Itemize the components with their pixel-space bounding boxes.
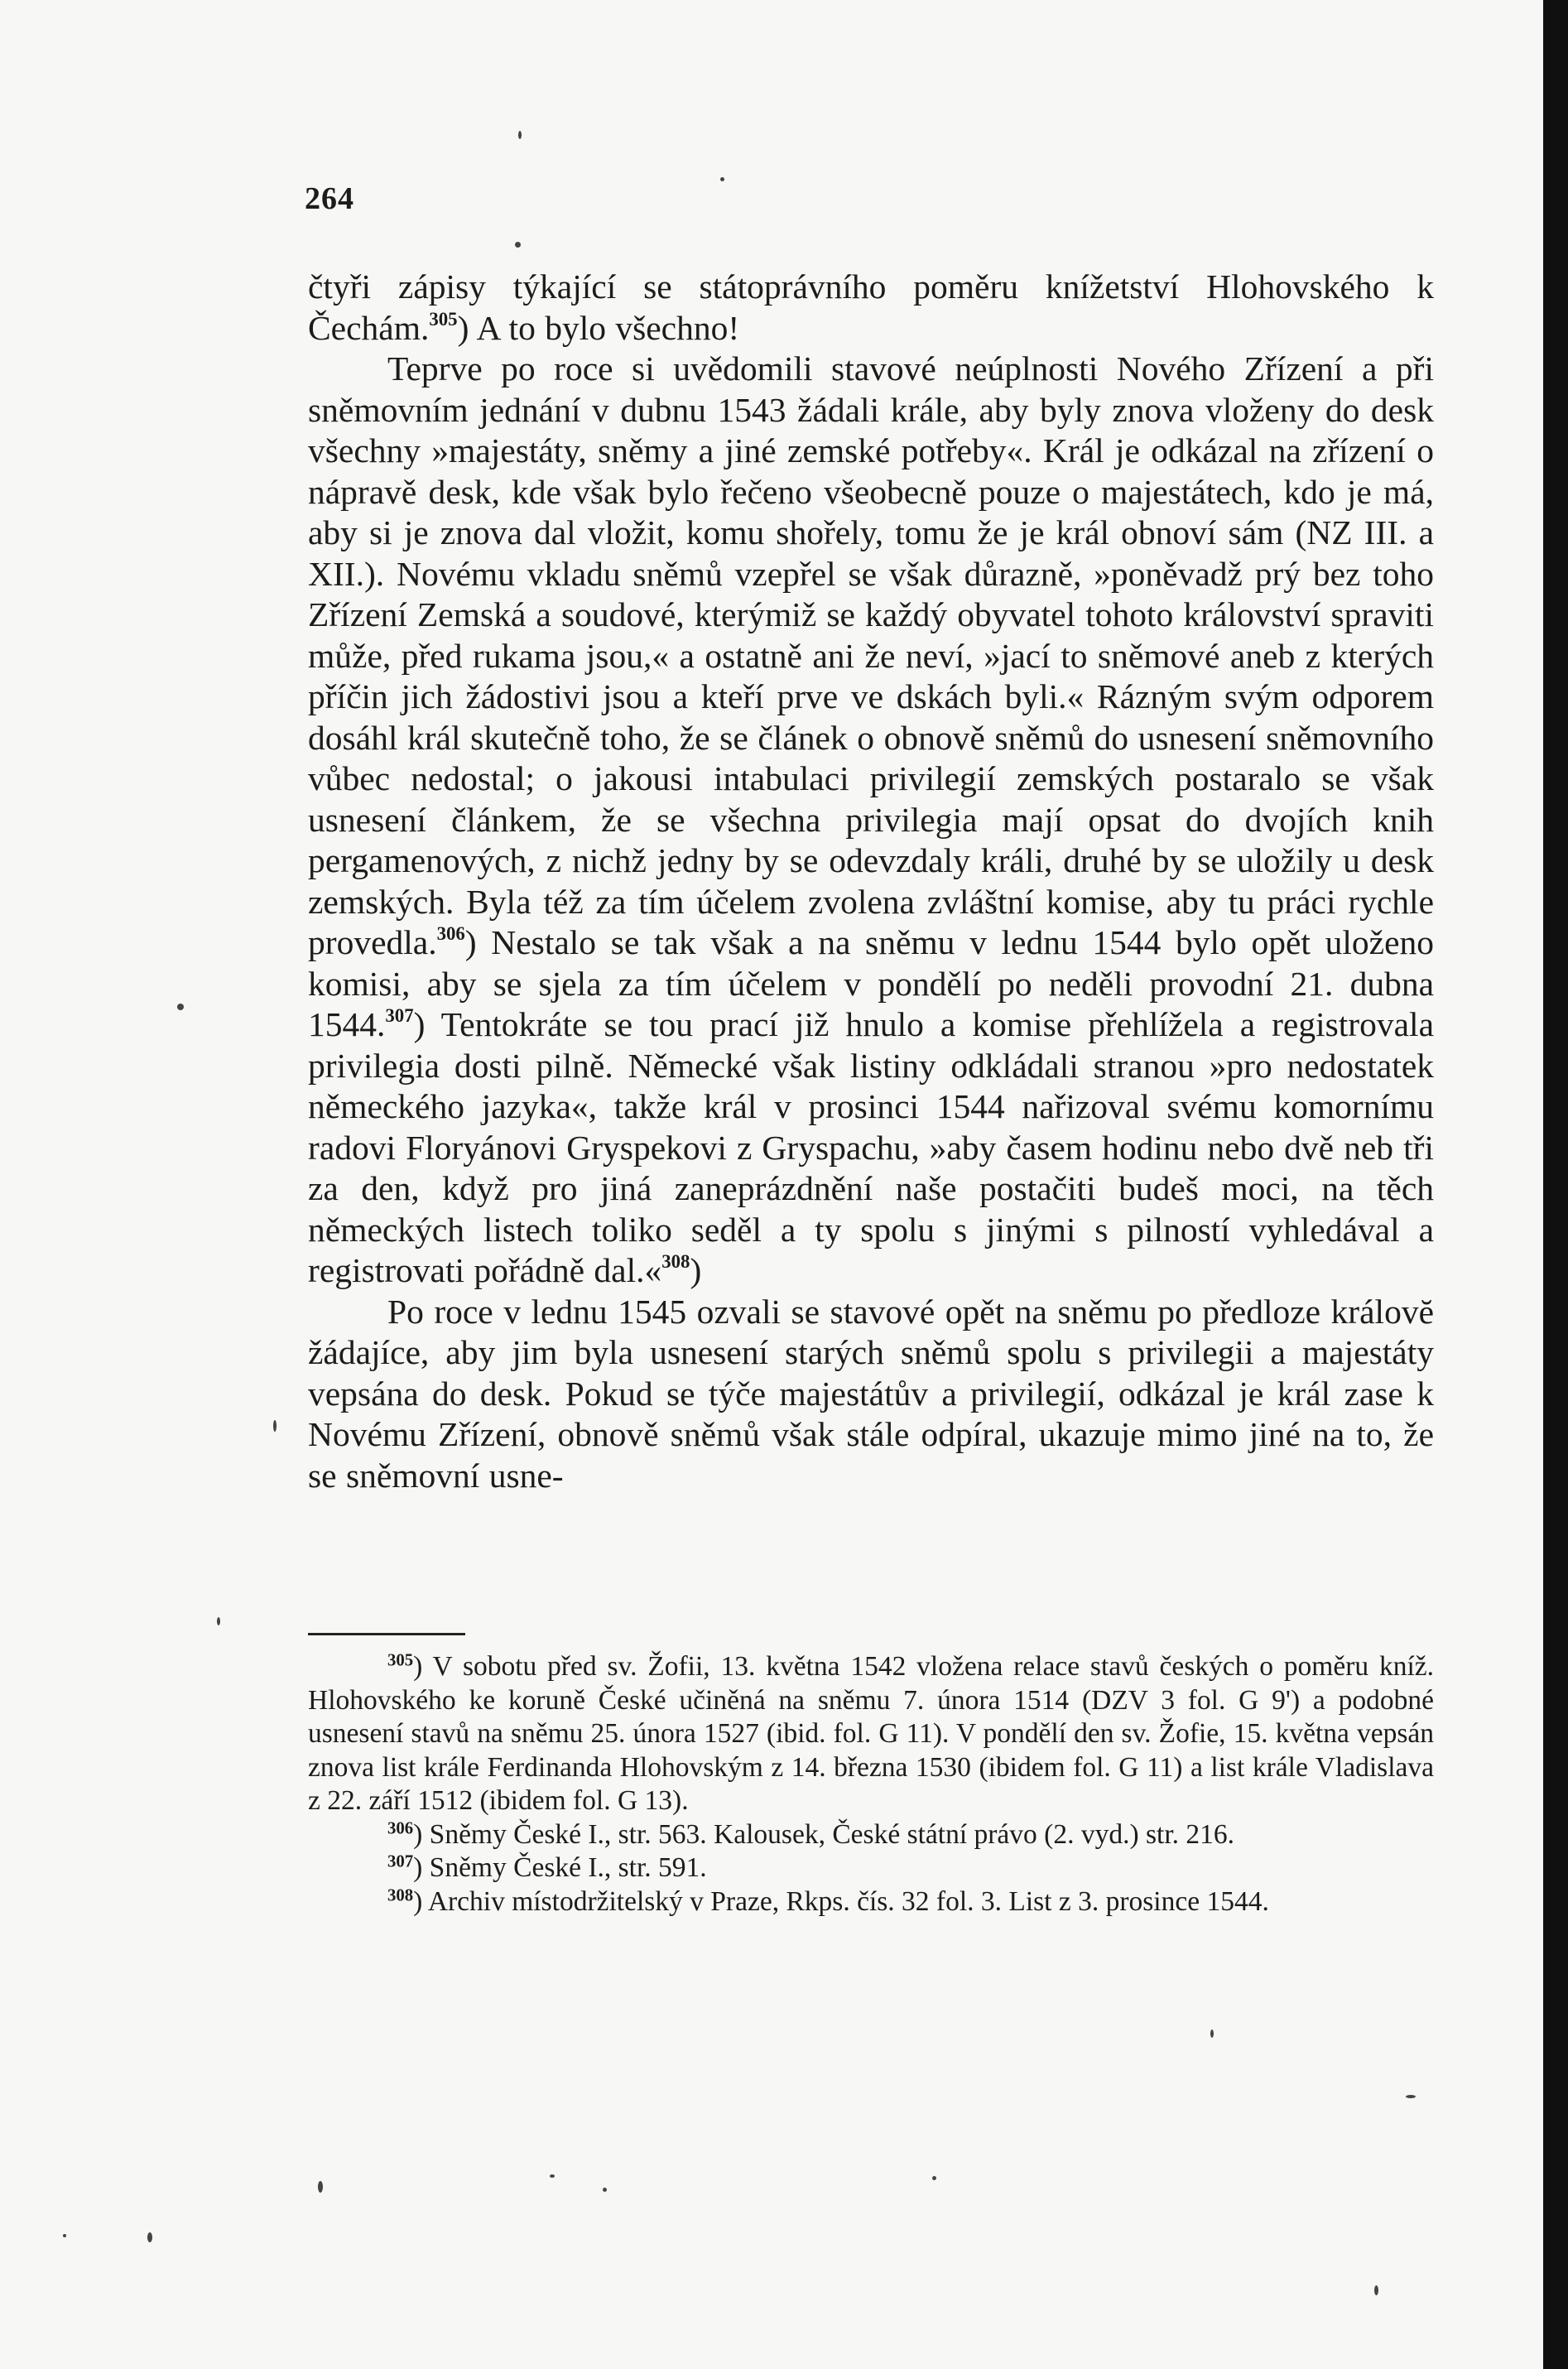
footnote-ref-305[interactable]: 305	[429, 308, 458, 330]
footnote-306	[308, 1818, 1434, 1852]
paragraph-1-tail: ) A to bylo všechno!	[457, 308, 740, 347]
footnote-308	[308, 1885, 1434, 1919]
footnote-text: ) Archiv místodržitelský v Praze, Rkps. čís. 32 fol. 3. List z 3. prosince 1544.	[413, 1885, 1269, 1917]
footnote-text: ) Sněmy České I., str. 563. Kalousek, České státní právo (2. vyd.) str. 216.	[413, 1818, 1235, 1850]
scan-speck	[217, 1617, 220, 1625]
paragraph-2-text-c: ) Tentokráte se tou prací již hnulo a komise přehlížela a registrovala privilegia dosti pilně. Německé však listiny odkládali stranou »pro nedostatek německého jazyka«, takže král v prosinci 1544 nařizoval svému komornímu radovi Floryánovi Gryspekovi z Gryspachu, »aby časem hodinu nebo dvě neb tři za den, když pro jiná zaneprázdnění naše postačiti budeš moci, na těch německých listech toliko seděl a ty spolu s jinými s pilností vyhledával a registrovati pořádně dal.«	[308, 1005, 1434, 1289]
footnote-number: 306	[387, 1818, 414, 1838]
paragraph-1-text: čtyři zápisy týkající se státoprávního poměru knížetství Hlohovského k Čechám.	[308, 267, 1434, 347]
footnote-ref-308[interactable]: 308	[661, 1250, 690, 1272]
page-number: 264	[305, 181, 354, 216]
scan-speck	[720, 177, 724, 181]
scan-speck	[1406, 2095, 1416, 2098]
scan-speck	[63, 2234, 66, 2237]
scan-speck	[1374, 2285, 1378, 2295]
paragraph-2-text-d: )	[690, 1251, 702, 1289]
footnote-separator	[308, 1633, 465, 1635]
footnotes	[308, 1650, 1434, 1919]
footnote-305	[308, 1650, 1434, 1818]
footnote-307	[308, 1851, 1434, 1885]
footnote-ref-306[interactable]: 306	[436, 922, 465, 944]
scan-speck	[932, 2176, 936, 2180]
scan-speck	[318, 2181, 323, 2193]
scan-speck	[273, 1420, 277, 1432]
scan-speck	[147, 2232, 152, 2242]
footnote-number: 307	[387, 1851, 414, 1871]
footnote-number: 305	[387, 1650, 414, 1670]
paragraph-1	[308, 267, 1434, 349]
scan-speck	[550, 2174, 555, 2178]
footnote-text: ) Sněmy České I., str. 591.	[413, 1852, 707, 1883]
scan-border	[1543, 0, 1568, 2369]
footnote-ref-307[interactable]: 307	[385, 1004, 414, 1026]
paragraph-2-text-b: ) Nestalo se tak však a na sněmu v lednu 1544 bylo opět uloženo komisi, aby se sjela za tím účelem v pondělí po neděli provodní 21. dubna 1544.	[308, 923, 1434, 1043]
paragraph-2-text-a: Teprve po roce si uvědomili stavové neúplnosti Nového Zřízení a při sněmovním jednání v dubnu 1543 žádali krále, aby byly znova vloženy do desk všechny »majestáty, sněmy a jiné zemské potřeby«. Král je odkázal na zřízení o nápravě desk, kde však bylo řečeno všeobecně pouze o majestátech, kdo je má, aby si je znova dal vložit, komu shořely, tomu že je král obnoví sám (NZ III. a XII.). Novému vkladu sněmů vzepřel se však důrazně, »poněvadž prý bez toho Zřízení Zemská a soudové, kterýmiž se každý obyvatel tohoto království spraviti může, před rukama jsou,« a ostatně ani že neví, »jací to sněmové aneb z kterých příčin jich žádostivi jsou a kteří prve ve dskách byli.« Rázným svým odporem dosáhl král skutečně toho, že se článek o obnově sněmů do usnesení sněmovního vůbec nedostal; o jakousi intabulaci privilegií zemských postaralo se však usnesení článkem, že se všechna privilegia mají opsat do dvojích knih pergamenových, z nichž jedny by se odevzdaly králi, druhé by se uložily u desk zemských. Byla též za tím účelem zvolena zvláštní komise, aby tu práci rychle provedla.	[308, 349, 1434, 961]
main-text	[308, 267, 1434, 1496]
footnote-number: 308	[387, 1885, 414, 1905]
scan-speck	[518, 131, 522, 139]
footnote-text: ) V sobotu před sv. Žofii, 13. května 1542 vložena relace stavů českých o poměru kníž. Hlohovského ke koruně České učiněná na sněmu 7. února 1514 (DZV 3 fol. G 9') a podobné usnesení stavů na sněmu 25. února 1527 (ibid. fol. G 11). V pondělí den sv. Žofie, 15. května vepsán znova list krále Ferdinanda Hlohovským z 14. března 1530 (ibidem fol. G 11) a list krále Vladislava z 22. září 1512 (ibidem fol. G 13).	[308, 1651, 1434, 1816]
scan-speck	[515, 242, 521, 248]
scan-speck	[177, 1004, 184, 1010]
paragraph-3: Po roce v lednu 1545 ozvali se stavové opět na sněmu po předloze královĕ žádajíce, aby jim byla usnesení starých sněmů spolu s privilegii a majestáty vepsána do desk. Pokud se týče majestátův a privilegií, odkázal je král zase k Novému Zřízení, obnově sněmů však stále odpíral, ukazuje mimo jiné na to, že se sněmovní usne-	[308, 1292, 1434, 1495]
scan-speck	[1210, 2030, 1214, 2038]
paragraph-2	[308, 349, 1434, 1292]
scan-speck	[603, 2188, 607, 2192]
